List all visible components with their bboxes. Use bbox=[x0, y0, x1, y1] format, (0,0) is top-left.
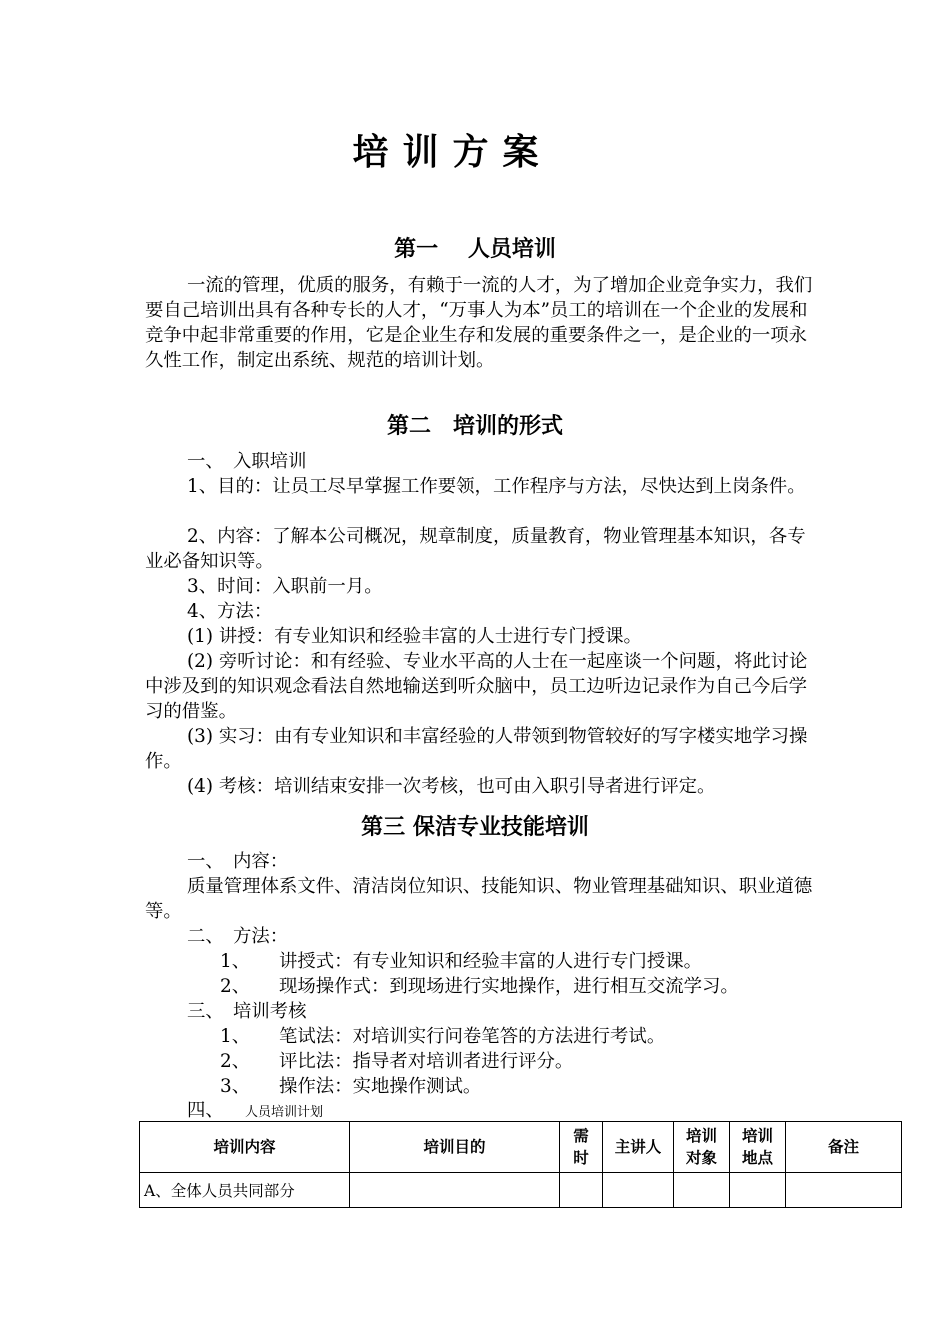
header-hours-line2: 时 bbox=[573, 1149, 589, 1167]
exam-1-text: 笔试法：对培训实行问卷笔答的方法进行考试。 bbox=[279, 1026, 666, 1047]
header-place bbox=[730, 1122, 786, 1173]
section-heading-1: 第一 人员培训 bbox=[394, 237, 556, 262]
item-method: 4、方法： bbox=[187, 601, 273, 622]
header-place-line1: 培训 bbox=[741, 1127, 773, 1145]
cell-purpose bbox=[350, 1173, 560, 1208]
header-place-line2: 地点 bbox=[741, 1149, 773, 1167]
header-hours-line1: 需 bbox=[573, 1127, 589, 1145]
header-purpose: 培训目的 bbox=[350, 1122, 560, 1173]
table-header-row bbox=[140, 1122, 902, 1173]
cell-content: A、全体人员共同部分 bbox=[140, 1173, 350, 1208]
exam-3-number: 3、 bbox=[220, 1076, 251, 1097]
item-purpose: 1、目的：让员工尽早掌握工作要领，工作程序与方法，尽快达到上岗条件。 bbox=[187, 476, 806, 497]
cell-place bbox=[730, 1173, 786, 1208]
cell-hours bbox=[560, 1173, 603, 1208]
content-text: 质量管理体系文件、清洁岗位知识、技能知识、物业管理基础知识、职业道德等。 bbox=[145, 876, 813, 922]
subheading-plan-number: 四、 bbox=[187, 1100, 224, 1121]
exam-1-number: 1、 bbox=[220, 1026, 251, 1047]
exam-3-text: 操作法：实地操作测试。 bbox=[279, 1076, 482, 1097]
method-1-text: 讲授式：有专业知识和经验丰富的人进行专门授课。 bbox=[279, 951, 702, 972]
exam-2-number: 2、 bbox=[220, 1051, 251, 1072]
item-time: 3、时间：入职前一月。 bbox=[187, 576, 383, 597]
exam-2-text: 评比法：指导者对培训者进行评分。 bbox=[279, 1051, 574, 1072]
method-lecture: (1) 讲授：有专业知识和经验丰富的人士进行专门授课。 bbox=[187, 626, 642, 647]
method-2-text: 现场操作式：到现场进行实地操作，进行相互交流学习。 bbox=[279, 976, 739, 997]
header-hours bbox=[560, 1122, 603, 1173]
method-practice: (3) 实习：由有专业知识和丰富经验的人带领到物管较好的写字楼实地学习操作。 bbox=[145, 726, 808, 772]
training-plan-table bbox=[139, 1121, 902, 1208]
cell-remark bbox=[786, 1173, 902, 1208]
page-title: 培训方案 bbox=[352, 132, 553, 173]
item-content: 2、内容：了解本公司概况，规章制度，质量教育，物业管理基本知识，各专业必备知识等。 bbox=[145, 526, 806, 572]
table-row bbox=[140, 1173, 902, 1208]
header-target-line1: 培训 bbox=[685, 1127, 717, 1145]
method-1-number: 1、 bbox=[220, 951, 251, 972]
header-target-line2: 对象 bbox=[685, 1149, 717, 1167]
subheading-exam: 三、 培训考核 bbox=[187, 1001, 307, 1022]
subheading-content: 一、 内容： bbox=[187, 851, 289, 872]
header-remark: 备注 bbox=[786, 1122, 902, 1173]
subheading-methods: 二、 方法： bbox=[187, 926, 289, 947]
header-target bbox=[674, 1122, 730, 1173]
cell-target bbox=[674, 1173, 730, 1208]
method-2-number: 2、 bbox=[220, 976, 251, 997]
subheading-onboarding: 一、 入职培训 bbox=[187, 451, 307, 472]
method-discussion: (2) 旁听讨论：和有经验、专业水平高的人士在一起座谈一个问题，将此讨论中涉及到的知识观念看法自然地输送到听众脑中，员工边听边记录作为自己今后学习的借鉴。 bbox=[145, 651, 808, 722]
header-speaker: 主讲人 bbox=[603, 1122, 674, 1173]
cell-speaker bbox=[603, 1173, 674, 1208]
section-heading-2: 第二 培训的形式 bbox=[386, 414, 563, 439]
paragraph-intro: 一流的管理，优质的服务，有赖于一流的人才，为了增加企业竞争实力，我们要自己培训出具有各种专长的人才，“万事人为本”员工的培训在一个企业的发展和竞争中起非常重要的作用，它是企业生存和发展的重要条件之一，是企业的一项永久性工作，制定出系统、规范的培训计划。 bbox=[145, 275, 813, 371]
header-content: 培训内容 bbox=[140, 1122, 350, 1173]
section-heading-3: 第三 保洁专业技能培训 bbox=[361, 815, 589, 840]
subheading-plan: 人员培训计划 bbox=[245, 1105, 324, 1120]
method-assessment: (4) 考核：培训结束安排一次考核，也可由入职引导者进行评定。 bbox=[187, 776, 716, 797]
